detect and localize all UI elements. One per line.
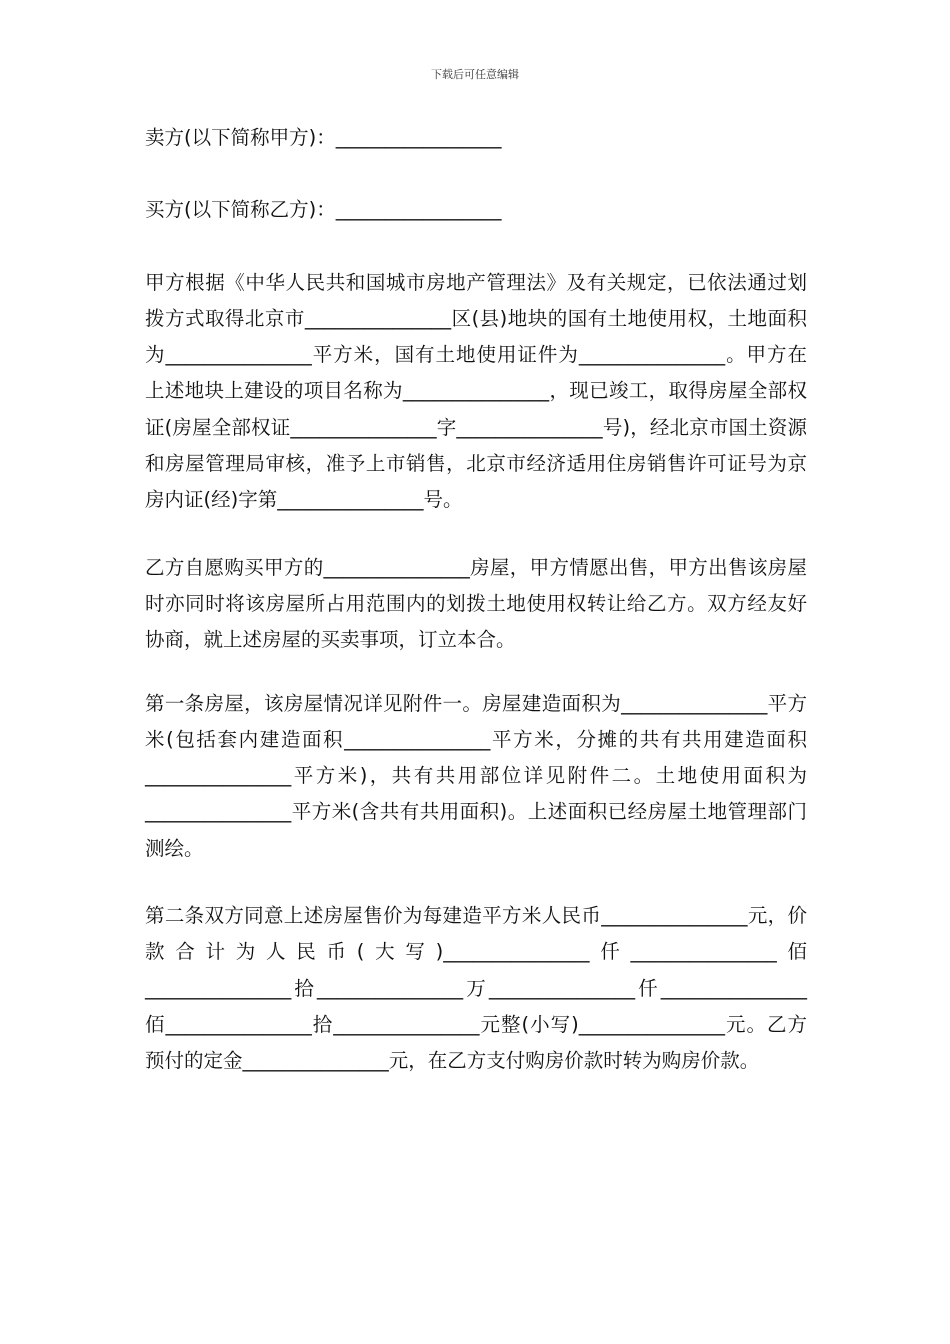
purchase-paragraph: 乙方自愿购买甲方的_______________房屋，甲方情愿出售，甲方出售该房屋时亦同时将该房屋所占用范围内的划拨土地使用权转让给乙方。双方经友好协商，就上述房屋的买卖事项，订立本合。 xyxy=(145,555,807,652)
buyer-line: 买方(以下简称乙方)：_________________ xyxy=(145,198,502,222)
article-1-paragraph: 第一条房屋，该房屋情况详见附件一。房屋建造面积为_______________平方米(包括套内建造面积_______________平方米，分摊的共有共用建造面积_______________平方米)，共有共用部位详见附件二。土地使用面积为_______________平方米(含共有共用面积)。上述面积已经房屋土地管理部门测绘。 xyxy=(145,691,807,860)
contract-body xyxy=(145,120,807,1080)
seller-line: 卖方(以下简称甲方)：_________________ xyxy=(145,126,502,149)
article-2-paragraph: 第二条双方同意上述房屋售价为每建造平方米人民币_______________元，价款合计为人民币(大写)_______________仟_______________佰_______________拾_______________万_______________仟_______________佰_______________拾_______________元整(小写)_______________元。乙方预付的定金_______________元，在乙方支付购房价款时转为购房价款。 xyxy=(145,904,808,1073)
intro-paragraph: 甲方根据《中华人民共和国城市房地产管理法》及有关规定，已依法通过划拨方式取得北京市_______________区(县)地块的国有土地使用权，土地面积为_______________平方米，国有土地使用证件为_______________。甲方在上述地块上建设的项目名称为_______________，现已竣工，取得房屋全部权证(房屋全部权证_______________字_______________号)，经北京市国土资源和房屋管理局审核，准予上市销售，北京市经济适用住房销售许可证号为京房内证(经)字第_______________号。 xyxy=(145,270,807,512)
editable-note-header: 下载后可任意编辑 xyxy=(431,68,519,81)
